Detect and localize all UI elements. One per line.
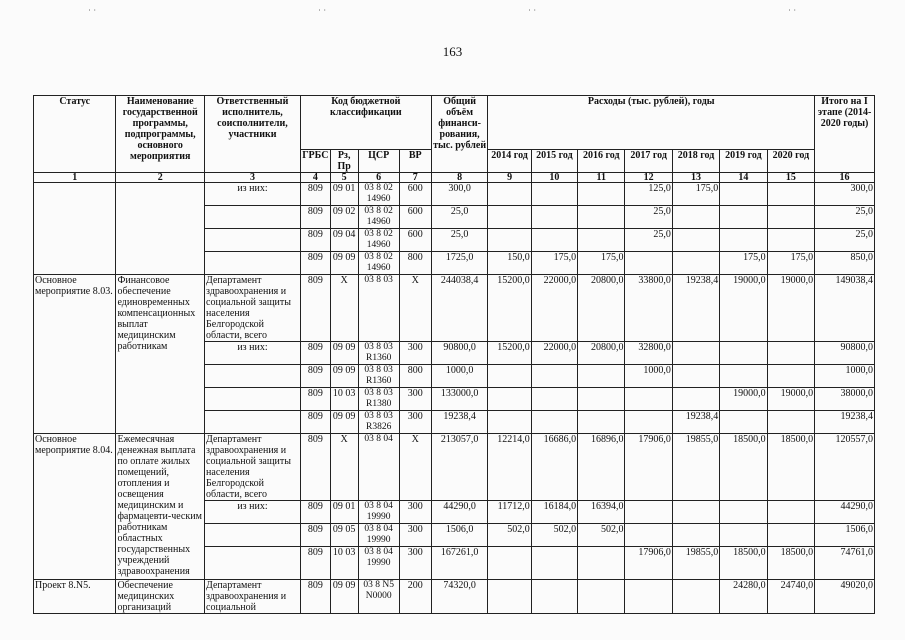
year-cell bbox=[720, 501, 767, 524]
csr-cell: 03 8 N5 N0000 bbox=[358, 580, 399, 614]
sum-cell: 300,0 bbox=[815, 183, 875, 206]
year-cell: 15200,0 bbox=[488, 275, 531, 342]
year-cell bbox=[625, 580, 672, 614]
vr-cell: Х bbox=[399, 275, 431, 342]
budget-table bbox=[33, 95, 875, 614]
year-cell bbox=[767, 411, 814, 434]
year-cell bbox=[625, 252, 672, 275]
year-cell bbox=[720, 229, 767, 252]
grbs-cell: 809 bbox=[300, 342, 330, 365]
year-cell bbox=[672, 388, 719, 411]
year-cell bbox=[767, 183, 814, 206]
responsible-cell bbox=[205, 411, 301, 434]
year-cell bbox=[488, 229, 531, 252]
year-cell bbox=[531, 183, 577, 206]
column-number: 16 bbox=[815, 173, 875, 183]
year-cell: 16686,0 bbox=[531, 434, 577, 501]
header-responsible: Ответственный исполнитель, соисполнители, участники bbox=[205, 96, 301, 173]
header-total: Общий объём финанси-рования, тыс. рублей bbox=[431, 96, 488, 173]
year-cell: 20800,0 bbox=[578, 275, 625, 342]
grbs-cell: 809 bbox=[300, 411, 330, 434]
vr-cell: 300 bbox=[399, 342, 431, 365]
year-cell bbox=[720, 183, 767, 206]
year-cell: 502,0 bbox=[488, 524, 531, 547]
of-which-label: из них: bbox=[205, 342, 301, 365]
header-csr: ЦСР bbox=[358, 150, 399, 173]
column-number: 8 bbox=[431, 173, 488, 183]
year-cell bbox=[720, 342, 767, 365]
column-number: 5 bbox=[330, 173, 358, 183]
header-vr: ВР bbox=[399, 150, 431, 173]
year-cell bbox=[531, 580, 577, 614]
header-status: Статус bbox=[34, 96, 116, 173]
rzpr-cell: 10 03 bbox=[330, 547, 358, 580]
year-cell: 175,0 bbox=[531, 252, 577, 275]
year-cell bbox=[720, 365, 767, 388]
vr-cell: 800 bbox=[399, 365, 431, 388]
year-cell bbox=[720, 524, 767, 547]
year-cell bbox=[578, 365, 625, 388]
year-cell: 11712,0 bbox=[488, 501, 531, 524]
csr-cell: 03 8 03 R1360 bbox=[358, 365, 399, 388]
year-cell: 19855,0 bbox=[672, 547, 719, 580]
scan-speck: ˙ ˙ bbox=[88, 8, 97, 18]
year-cell bbox=[488, 206, 531, 229]
responsible-cell bbox=[205, 365, 301, 388]
year-cell: 18500,0 bbox=[767, 547, 814, 580]
rzpr-cell: 10 03 bbox=[330, 388, 358, 411]
header-year: 2016 год bbox=[578, 150, 625, 173]
sum-cell: 149038,4 bbox=[815, 275, 875, 342]
rzpr-cell: 09 09 bbox=[330, 252, 358, 275]
year-cell bbox=[625, 524, 672, 547]
header-name: Наименование государственной программы, подпрограммы, основного мероприятия bbox=[116, 96, 205, 173]
column-number: 3 bbox=[205, 173, 301, 183]
year-cell bbox=[578, 183, 625, 206]
vr-cell: 300 bbox=[399, 501, 431, 524]
header-year: 2014 год bbox=[488, 150, 531, 173]
total-cell: 90800,0 bbox=[431, 342, 488, 365]
year-cell bbox=[672, 524, 719, 547]
total-cell: 213057,0 bbox=[431, 434, 488, 501]
header-year: 2015 год bbox=[531, 150, 577, 173]
year-cell bbox=[672, 252, 719, 275]
year-cell bbox=[767, 342, 814, 365]
csr-cell: 03 8 02 14960 bbox=[358, 183, 399, 206]
grbs-cell: 809 bbox=[300, 547, 330, 580]
year-cell bbox=[531, 229, 577, 252]
year-cell: 175,0 bbox=[672, 183, 719, 206]
year-cell bbox=[578, 388, 625, 411]
column-number: 12 bbox=[625, 173, 672, 183]
year-cell bbox=[625, 388, 672, 411]
name-cell bbox=[116, 183, 205, 275]
year-cell: 18500,0 bbox=[720, 547, 767, 580]
total-cell: 25,0 bbox=[431, 229, 488, 252]
csr-cell: 03 8 02 14960 bbox=[358, 206, 399, 229]
sum-cell: 1000,0 bbox=[815, 365, 875, 388]
page-number: 163 bbox=[442, 44, 463, 59]
grbs-cell: 809 bbox=[300, 388, 330, 411]
grbs-cell: 809 bbox=[300, 206, 330, 229]
total-cell: 244038,4 bbox=[431, 275, 488, 342]
column-number: 15 bbox=[767, 173, 814, 183]
vr-cell: 600 bbox=[399, 183, 431, 206]
csr-cell: 03 8 03 R3826 bbox=[358, 411, 399, 434]
column-number: 6 bbox=[358, 173, 399, 183]
year-cell bbox=[767, 206, 814, 229]
year-cell: 22000,0 bbox=[531, 275, 577, 342]
table-row bbox=[34, 183, 875, 206]
year-cell bbox=[672, 206, 719, 229]
grbs-cell: 809 bbox=[300, 183, 330, 206]
column-number: 1 bbox=[34, 173, 116, 183]
scan-speck: ˙ ˙ bbox=[318, 8, 327, 18]
year-cell bbox=[578, 206, 625, 229]
of-which-label: из них: bbox=[205, 183, 301, 206]
of-which-label: из них: bbox=[205, 501, 301, 524]
year-cell: 16184,0 bbox=[531, 501, 577, 524]
year-cell bbox=[672, 365, 719, 388]
year-cell: 18500,0 bbox=[720, 434, 767, 501]
year-cell: 22000,0 bbox=[531, 342, 577, 365]
csr-cell: 03 8 02 14960 bbox=[358, 229, 399, 252]
total-cell: 300,0 bbox=[431, 183, 488, 206]
name-cell: Ежемесячная денежная выплата по оплате жилых помещений, отопления и освещения медицинским и фармацевти-ческим работникам областных государственных учреждений здравоохранения bbox=[116, 434, 205, 580]
year-cell bbox=[578, 580, 625, 614]
year-cell bbox=[672, 342, 719, 365]
responsible-cell bbox=[205, 252, 301, 275]
year-cell: 16394,0 bbox=[578, 501, 625, 524]
year-cell bbox=[767, 524, 814, 547]
year-cell: 175,0 bbox=[578, 252, 625, 275]
vr-cell: 600 bbox=[399, 206, 431, 229]
table-header bbox=[34, 96, 875, 183]
vr-cell: 300 bbox=[399, 388, 431, 411]
year-cell: 175,0 bbox=[720, 252, 767, 275]
year-cell: 16896,0 bbox=[578, 434, 625, 501]
vr-cell: 800 bbox=[399, 252, 431, 275]
name-cell: Финансовое обеспечение единовременных компенсационных выплат медицинским работникам bbox=[116, 275, 205, 434]
total-cell: 44290,0 bbox=[431, 501, 488, 524]
year-cell: 502,0 bbox=[578, 524, 625, 547]
responsible-cell: Департамент здравоохранения и социальной bbox=[205, 580, 301, 614]
header-grbs: ГРБС bbox=[300, 150, 330, 173]
year-cell: 19855,0 bbox=[672, 434, 719, 501]
total-cell: 25,0 bbox=[431, 206, 488, 229]
status-cell bbox=[34, 183, 116, 275]
year-cell: 32800,0 bbox=[625, 342, 672, 365]
column-number: 2 bbox=[116, 173, 205, 183]
year-cell bbox=[488, 411, 531, 434]
responsible-cell bbox=[205, 524, 301, 547]
year-cell: 18500,0 bbox=[767, 434, 814, 501]
csr-cell: 03 8 03 R1380 bbox=[358, 388, 399, 411]
rzpr-cell: 09 09 bbox=[330, 342, 358, 365]
rzpr-cell: 09 09 bbox=[330, 365, 358, 388]
rzpr-cell: 09 02 bbox=[330, 206, 358, 229]
year-cell bbox=[488, 183, 531, 206]
header-year: 2020 год bbox=[767, 150, 814, 173]
sum-cell: 25,0 bbox=[815, 229, 875, 252]
year-cell bbox=[578, 229, 625, 252]
header-year: 2018 год bbox=[672, 150, 719, 173]
year-cell bbox=[767, 229, 814, 252]
responsible-cell bbox=[205, 547, 301, 580]
year-cell: 19000,0 bbox=[767, 388, 814, 411]
scan-specks bbox=[0, 6, 905, 16]
grbs-cell: 809 bbox=[300, 434, 330, 501]
total-cell: 1725,0 bbox=[431, 252, 488, 275]
year-cell bbox=[488, 580, 531, 614]
sum-cell: 850,0 bbox=[815, 252, 875, 275]
sum-cell: 25,0 bbox=[815, 206, 875, 229]
year-cell: 12214,0 bbox=[488, 434, 531, 501]
status-cell: Проект 8.N5. bbox=[34, 580, 116, 614]
rzpr-cell: 09 01 bbox=[330, 501, 358, 524]
rzpr-cell: 09 04 bbox=[330, 229, 358, 252]
year-cell: 20800,0 bbox=[578, 342, 625, 365]
total-cell: 74320,0 bbox=[431, 580, 488, 614]
year-cell: 19000,0 bbox=[720, 275, 767, 342]
year-cell: 150,0 bbox=[488, 252, 531, 275]
sum-cell: 49020,0 bbox=[815, 580, 875, 614]
year-cell: 502,0 bbox=[531, 524, 577, 547]
year-cell bbox=[720, 206, 767, 229]
column-number: 11 bbox=[578, 173, 625, 183]
column-number: 13 bbox=[672, 173, 719, 183]
grbs-cell: 809 bbox=[300, 580, 330, 614]
header-rzpr: Рз, Пр bbox=[330, 150, 358, 173]
csr-cell: 03 8 04 19990 bbox=[358, 501, 399, 524]
total-cell: 1000,0 bbox=[431, 365, 488, 388]
sum-cell: 90800,0 bbox=[815, 342, 875, 365]
year-cell: 25,0 bbox=[625, 206, 672, 229]
year-cell bbox=[672, 580, 719, 614]
year-cell bbox=[488, 388, 531, 411]
year-cell bbox=[767, 501, 814, 524]
vr-cell: 300 bbox=[399, 524, 431, 547]
header-budget-code: Код бюджетной классификации bbox=[300, 96, 431, 150]
rzpr-cell: 09 09 bbox=[330, 411, 358, 434]
column-number: 4 bbox=[300, 173, 330, 183]
year-cell: 25,0 bbox=[625, 229, 672, 252]
year-cell bbox=[672, 229, 719, 252]
year-cell bbox=[625, 411, 672, 434]
year-cell: 24740,0 bbox=[767, 580, 814, 614]
grbs-cell: 809 bbox=[300, 365, 330, 388]
year-cell bbox=[720, 411, 767, 434]
header-stage-total: Итого на I этапе (2014-2020 годы) bbox=[815, 96, 875, 173]
year-cell bbox=[672, 501, 719, 524]
year-cell: 19238,4 bbox=[672, 275, 719, 342]
responsible-cell: Департамент здравоохранения и социальной защиты населения Белгородской области, всего bbox=[205, 275, 301, 342]
status-cell: Основное мероприятие 8.04. bbox=[34, 434, 116, 580]
vr-cell: Х bbox=[399, 434, 431, 501]
sum-cell: 19238,4 bbox=[815, 411, 875, 434]
sum-cell: 120557,0 bbox=[815, 434, 875, 501]
scan-speck: ˙ ˙ bbox=[788, 8, 797, 18]
grbs-cell: 809 bbox=[300, 275, 330, 342]
header-expenses: Расходы (тыс. рублей), годы bbox=[488, 96, 815, 150]
column-number: 9 bbox=[488, 173, 531, 183]
responsible-cell bbox=[205, 229, 301, 252]
rzpr-cell: 09 05 bbox=[330, 524, 358, 547]
table-row bbox=[34, 580, 875, 614]
rzpr-cell: Х bbox=[330, 434, 358, 501]
year-cell: 15200,0 bbox=[488, 342, 531, 365]
sum-cell: 74761,0 bbox=[815, 547, 875, 580]
year-cell: 19000,0 bbox=[767, 275, 814, 342]
year-cell bbox=[531, 206, 577, 229]
year-cell: 17906,0 bbox=[625, 434, 672, 501]
csr-cell: 03 8 04 19990 bbox=[358, 547, 399, 580]
grbs-cell: 809 bbox=[300, 524, 330, 547]
sum-cell: 44290,0 bbox=[815, 501, 875, 524]
vr-cell: 600 bbox=[399, 229, 431, 252]
year-cell bbox=[531, 411, 577, 434]
vr-cell: 300 bbox=[399, 547, 431, 580]
table-row bbox=[34, 275, 875, 342]
year-cell bbox=[531, 365, 577, 388]
grbs-cell: 809 bbox=[300, 229, 330, 252]
year-cell bbox=[531, 388, 577, 411]
year-cell bbox=[578, 411, 625, 434]
year-cell bbox=[531, 547, 577, 580]
rzpr-cell: 09 01 bbox=[330, 183, 358, 206]
responsible-cell bbox=[205, 206, 301, 229]
csr-cell: 03 8 03 R1360 bbox=[358, 342, 399, 365]
responsible-cell: Департамент здравоохранения и социальной защиты населения Белгородской области, всего bbox=[205, 434, 301, 501]
year-cell: 125,0 bbox=[625, 183, 672, 206]
year-cell bbox=[578, 547, 625, 580]
grbs-cell: 809 bbox=[300, 501, 330, 524]
csr-cell: 03 8 03 bbox=[358, 275, 399, 342]
year-cell: 24280,0 bbox=[720, 580, 767, 614]
header-year: 2019 год bbox=[720, 150, 767, 173]
column-number: 7 bbox=[399, 173, 431, 183]
rzpr-cell: 09 09 bbox=[330, 580, 358, 614]
column-number-row bbox=[34, 173, 875, 183]
column-number: 14 bbox=[720, 173, 767, 183]
year-cell: 17906,0 bbox=[625, 547, 672, 580]
total-cell: 19238,4 bbox=[431, 411, 488, 434]
year-cell bbox=[488, 547, 531, 580]
status-cell: Основное мероприятие 8.03. bbox=[34, 275, 116, 434]
total-cell: 167261,0 bbox=[431, 547, 488, 580]
year-cell: 175,0 bbox=[767, 252, 814, 275]
rzpr-cell: Х bbox=[330, 275, 358, 342]
csr-cell: 03 8 02 14960 bbox=[358, 252, 399, 275]
year-cell: 19000,0 bbox=[720, 388, 767, 411]
year-cell bbox=[625, 501, 672, 524]
sum-cell: 1506,0 bbox=[815, 524, 875, 547]
scan-speck: ˙ ˙ bbox=[528, 8, 537, 18]
vr-cell: 300 bbox=[399, 411, 431, 434]
csr-cell: 03 8 04 bbox=[358, 434, 399, 501]
year-cell bbox=[767, 365, 814, 388]
year-cell: 1000,0 bbox=[625, 365, 672, 388]
year-cell: 33800,0 bbox=[625, 275, 672, 342]
responsible-cell bbox=[205, 388, 301, 411]
grbs-cell: 809 bbox=[300, 252, 330, 275]
csr-cell: 03 8 04 19990 bbox=[358, 524, 399, 547]
sum-cell: 38000,0 bbox=[815, 388, 875, 411]
table-row bbox=[34, 434, 875, 501]
vr-cell: 200 bbox=[399, 580, 431, 614]
header-year: 2017 год bbox=[625, 150, 672, 173]
year-cell bbox=[488, 365, 531, 388]
year-cell: 19238,4 bbox=[672, 411, 719, 434]
column-number: 10 bbox=[531, 173, 577, 183]
name-cell: Обеспечение медицинских организаций bbox=[116, 580, 205, 614]
total-cell: 133000,0 bbox=[431, 388, 488, 411]
total-cell: 1506,0 bbox=[431, 524, 488, 547]
